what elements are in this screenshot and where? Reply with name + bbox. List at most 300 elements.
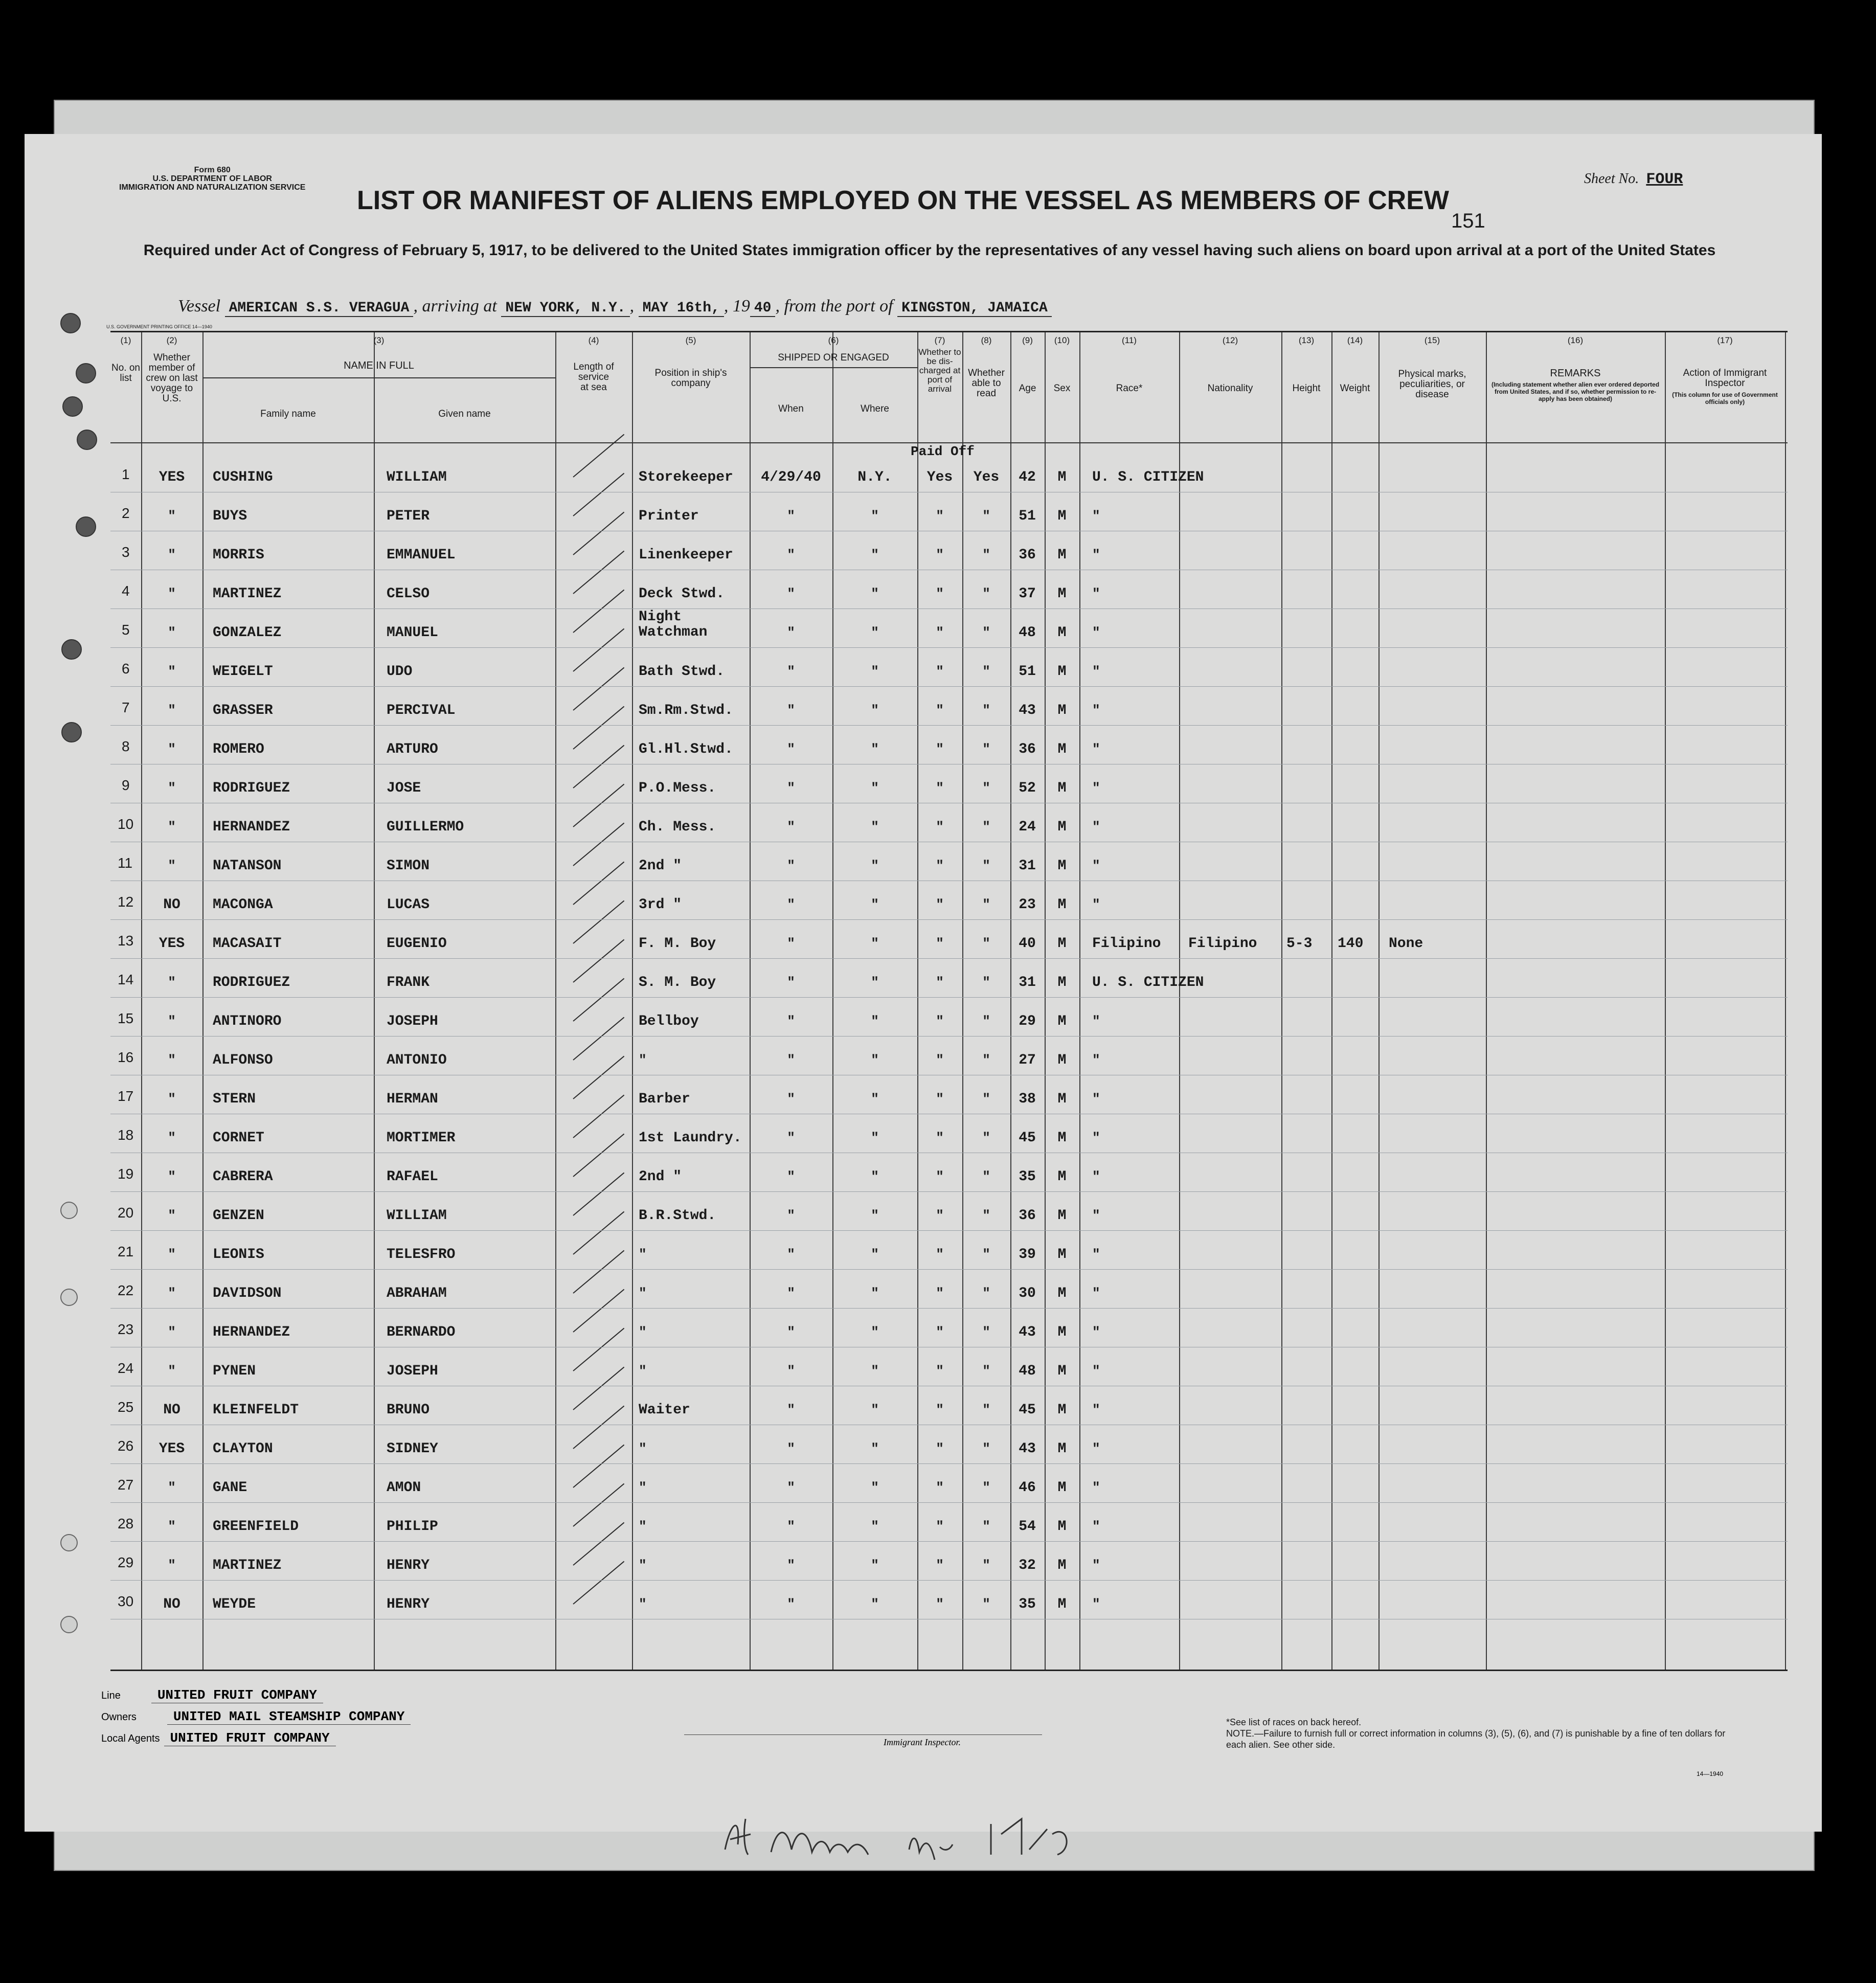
cell-read: " xyxy=(982,1286,990,1301)
cell-read: " xyxy=(982,741,990,757)
cell-position: B.R.Stwd. xyxy=(639,1208,716,1224)
row-number: 12 xyxy=(118,894,134,910)
cell-race: " xyxy=(1092,1052,1100,1068)
cell-when: " xyxy=(787,936,795,951)
cell-race: " xyxy=(1092,1324,1100,1340)
cell-age: 37 xyxy=(1019,586,1036,602)
service-check-mark xyxy=(573,900,624,944)
cell-race: " xyxy=(1092,741,1100,757)
cell-given: FRANK xyxy=(387,975,430,990)
cell-when: " xyxy=(787,1130,795,1145)
cell-sex: M xyxy=(1057,780,1067,796)
cell-crew: " xyxy=(168,1286,176,1301)
cell-when: " xyxy=(787,1441,795,1456)
service-check-mark xyxy=(573,978,624,1022)
line-row xyxy=(101,1687,323,1703)
cell-crew: " xyxy=(168,1052,176,1068)
cell-discharged: " xyxy=(936,1402,944,1417)
cell-read: " xyxy=(982,1324,990,1340)
col16-label: REMARKS xyxy=(1550,368,1601,379)
cell-race: " xyxy=(1092,625,1100,640)
cell-position: P.O.Mess. xyxy=(639,780,716,796)
binder-ring xyxy=(60,1289,78,1306)
cell-read: " xyxy=(982,1013,990,1029)
cell-sex: M xyxy=(1057,1480,1067,1496)
cell-crew: " xyxy=(168,664,176,679)
service-check-mark xyxy=(573,745,624,788)
service-check-mark xyxy=(573,667,624,711)
row-number: 25 xyxy=(118,1399,134,1415)
sheet-label: Sheet No. xyxy=(1584,171,1639,187)
cell-sex: M xyxy=(1057,1286,1067,1301)
service-check-mark xyxy=(573,551,624,594)
cell-given: WILLIAM xyxy=(387,1208,447,1224)
cell-family: MARTINEZ xyxy=(213,1558,282,1573)
cell-age: 27 xyxy=(1019,1052,1036,1068)
cell-read: " xyxy=(982,1402,990,1417)
cell-discharged: " xyxy=(936,741,944,757)
row-number: 21 xyxy=(118,1244,134,1259)
cell-age: 46 xyxy=(1019,1480,1036,1496)
cell-when: " xyxy=(787,664,795,679)
col17-note: (This column for use of Government officials only) xyxy=(1672,391,1778,405)
cell-race: " xyxy=(1092,1169,1100,1184)
cell-read: " xyxy=(982,1596,990,1612)
cell-where: " xyxy=(871,664,879,679)
cell-position: " xyxy=(639,1480,647,1495)
cell-when: " xyxy=(787,741,795,757)
cell-given: ARTURO xyxy=(387,741,438,757)
cell-when: " xyxy=(787,897,795,912)
cell-race: " xyxy=(1092,664,1100,679)
row-divider xyxy=(110,1580,1788,1581)
cell-weight: 140 xyxy=(1338,936,1364,952)
cell-age: 24 xyxy=(1019,819,1036,835)
cell-discharged: " xyxy=(936,1596,944,1612)
col8-label: Whether able to read xyxy=(968,368,1005,399)
cell-age: 48 xyxy=(1019,1363,1036,1379)
service-check-mark xyxy=(573,1328,624,1371)
paid-off-label: Paid Off xyxy=(911,444,975,459)
cell-when: " xyxy=(787,975,795,990)
cell-family: ROMERO xyxy=(213,741,264,757)
row-divider xyxy=(110,1230,1788,1231)
cell-position: Waiter xyxy=(639,1402,690,1418)
cell-position: Barber xyxy=(639,1091,690,1107)
inspector-line xyxy=(684,1734,1042,1735)
row-number: 23 xyxy=(118,1321,134,1337)
row-number: 29 xyxy=(118,1554,134,1570)
binder-ring xyxy=(60,1202,78,1219)
cell-family: BUYS xyxy=(213,508,247,524)
cell-position: " xyxy=(639,1558,647,1573)
cell-crew: " xyxy=(168,547,176,562)
col3-label: NAME IN FULL xyxy=(344,360,414,371)
cell-discharged: " xyxy=(936,1247,944,1262)
cell-position: F. M. Boy xyxy=(639,936,716,952)
cell-age: 30 xyxy=(1019,1286,1036,1301)
cell-position: " xyxy=(639,1324,647,1340)
cell-crew: NO xyxy=(163,897,180,913)
signature-scribble xyxy=(715,1804,1175,1870)
col6-label: SHIPPED OR ENGAGED xyxy=(778,352,889,363)
cell-family: GENZEN xyxy=(213,1208,264,1224)
cell-when: " xyxy=(787,1091,795,1107)
cell-read: " xyxy=(982,625,990,640)
cell-age: 43 xyxy=(1019,1324,1036,1340)
cell-sex: M xyxy=(1057,975,1067,990)
service-check-mark xyxy=(573,1017,624,1061)
service-check-mark xyxy=(573,1483,624,1527)
cell-where: " xyxy=(871,1286,879,1301)
arrival-year: 40 xyxy=(750,300,776,317)
punch-hole xyxy=(61,722,82,742)
row-divider xyxy=(110,1269,1788,1270)
cell-position: Night Watchman xyxy=(639,609,708,640)
cell-given: HENRY xyxy=(387,1558,430,1573)
vessel-name: AMERICAN S.S. VERAGUA xyxy=(225,300,414,317)
cell-position: Bath Stwd. xyxy=(639,664,725,680)
col11-num: (11) xyxy=(1122,335,1137,345)
service-check-mark xyxy=(573,628,624,672)
cell-sex: M xyxy=(1057,547,1067,563)
cell-given: CELSO xyxy=(387,586,430,602)
cell-read: " xyxy=(982,547,990,562)
cell-where: " xyxy=(871,1169,879,1184)
agents-label: Local Agents xyxy=(101,1733,160,1744)
row-divider xyxy=(110,958,1788,959)
cell-family: GONZALEZ xyxy=(213,625,282,641)
cell-discharged: " xyxy=(936,780,944,796)
cell-where: " xyxy=(871,897,879,912)
vessel-label: Vessel xyxy=(178,297,221,316)
col17-label: Action of Immigrant Inspector xyxy=(1683,368,1767,389)
row-number: 1 xyxy=(122,466,130,482)
cell-family: RODRIGUEZ xyxy=(213,780,290,796)
cell-position: " xyxy=(639,1596,647,1612)
col4-label: Length of service at sea xyxy=(573,362,614,393)
row-number: 20 xyxy=(118,1205,134,1221)
cell-where: " xyxy=(871,625,879,640)
col10-label: Sex xyxy=(1053,383,1071,394)
service-check-mark xyxy=(573,1561,624,1605)
cell-sex: M xyxy=(1057,1324,1067,1340)
cell-read: " xyxy=(982,858,990,873)
cell-family: RODRIGUEZ xyxy=(213,975,290,990)
cell-sex: M xyxy=(1057,936,1067,952)
cell-where: N.Y. xyxy=(857,469,892,485)
cell-race: " xyxy=(1092,508,1100,524)
cell-when: " xyxy=(787,1363,795,1379)
cell-family: ANTINORO xyxy=(213,1013,282,1029)
cell-where: " xyxy=(871,858,879,873)
cell-given: SIDNEY xyxy=(387,1441,438,1457)
year-prefix: 19 xyxy=(732,297,750,316)
cell-family: MARTINEZ xyxy=(213,586,282,602)
binder-ring xyxy=(60,1534,78,1551)
cell-where: " xyxy=(871,1324,879,1340)
col1-num: (1) xyxy=(120,335,131,345)
row-divider xyxy=(110,919,1788,920)
cell-race: " xyxy=(1092,780,1100,796)
cell-family: GRASSER xyxy=(213,703,273,718)
cell-age: 48 xyxy=(1019,625,1036,641)
cell-sex: M xyxy=(1057,1247,1067,1263)
cell-where: " xyxy=(871,1208,879,1223)
cell-where: " xyxy=(871,1402,879,1417)
col14-num: (14) xyxy=(1347,335,1363,345)
cell-given: ABRAHAM xyxy=(387,1286,447,1301)
cell-family: GREENFIELD xyxy=(213,1519,299,1535)
cell-given: TELESFRO xyxy=(387,1247,456,1263)
cell-position: Deck Stwd. xyxy=(639,586,725,602)
service-check-mark xyxy=(573,1445,624,1488)
cell-given: WILLIAM xyxy=(387,469,447,485)
cell-family: WEYDE xyxy=(213,1596,256,1612)
cell-when: " xyxy=(787,703,795,718)
cell-discharged: " xyxy=(936,1208,944,1223)
cell-family: WEIGELT xyxy=(213,664,273,680)
from-label: from the port of xyxy=(784,297,893,316)
col7-num: (7) xyxy=(934,335,945,345)
cell-crew: YES xyxy=(159,936,185,952)
departure-port: KINGSTON, JAMAICA xyxy=(897,300,1052,317)
manifest-sheet xyxy=(25,134,1822,1832)
cell-family: HERNANDEZ xyxy=(213,819,290,835)
cell-family: ALFONSO xyxy=(213,1052,273,1068)
arriving-port: NEW YORK, N.Y. xyxy=(501,300,629,317)
col2-label: Whether member of crew on last voyage to U.S. xyxy=(146,352,198,404)
cell-given: PERCIVAL xyxy=(387,703,456,718)
service-check-mark xyxy=(573,1095,624,1138)
cell-where: " xyxy=(871,1013,879,1029)
cell-read: " xyxy=(982,1441,990,1456)
cell-position: Printer xyxy=(639,508,699,524)
col14-label: Weight xyxy=(1340,383,1370,394)
cell-age: 42 xyxy=(1019,469,1036,485)
cell-read: " xyxy=(982,1558,990,1573)
cell-read: " xyxy=(982,975,990,990)
row-number: 6 xyxy=(122,661,130,677)
col2-num: (2) xyxy=(166,335,177,345)
cell-when: " xyxy=(787,1286,795,1301)
cell-position: 2nd " xyxy=(639,1169,682,1185)
cell-discharged: " xyxy=(936,858,944,873)
row-number: 10 xyxy=(118,816,134,832)
cell-crew: " xyxy=(168,975,176,990)
cell-given: PHILIP xyxy=(387,1519,438,1535)
cell-race: " xyxy=(1092,1130,1100,1145)
gpo-imprint: U.S. GOVERNMENT PRINTING OFFICE 14—1940 xyxy=(106,324,212,329)
cell-sex: M xyxy=(1057,1052,1067,1068)
cell-read: " xyxy=(982,1247,990,1262)
row-number: 27 xyxy=(118,1477,134,1493)
cell-family: STERN xyxy=(213,1091,256,1107)
cell-discharged: " xyxy=(936,936,944,951)
cell-when: " xyxy=(787,1247,795,1262)
row-number: 3 xyxy=(122,544,130,560)
cell-age: 45 xyxy=(1019,1130,1036,1146)
cell-where: " xyxy=(871,1519,879,1534)
cell-given: MANUEL xyxy=(387,625,438,641)
cell-family: GANE xyxy=(213,1480,247,1496)
cell-crew: " xyxy=(168,1247,176,1262)
col7-label: Whether to be dis-charged at port of arrival xyxy=(918,347,961,394)
cell-where: " xyxy=(871,936,879,951)
cell-sex: M xyxy=(1057,1169,1067,1185)
row-number: 28 xyxy=(118,1516,134,1531)
cell-when: " xyxy=(787,586,795,601)
cell-race: " xyxy=(1092,586,1100,601)
cell-given: RAFAEL xyxy=(387,1169,438,1185)
cell-crew: " xyxy=(168,586,176,601)
cell-sex: M xyxy=(1057,1013,1067,1029)
cell-where: " xyxy=(871,975,879,990)
cell-crew: NO xyxy=(163,1596,180,1612)
row-divider xyxy=(110,997,1788,998)
cell-sex: M xyxy=(1057,741,1067,757)
col12-num: (12) xyxy=(1222,335,1238,345)
form-number: Form 680 xyxy=(194,166,231,174)
cell-given: ANTONIO xyxy=(387,1052,447,1068)
cell-where: " xyxy=(871,508,879,524)
cell-position: Linenkeeper xyxy=(639,547,733,563)
row-number: 11 xyxy=(118,855,133,871)
row-number: 24 xyxy=(118,1360,134,1376)
cell-given: AMON xyxy=(387,1480,421,1496)
cell-discharged: " xyxy=(936,625,944,640)
row-divider xyxy=(110,1463,1788,1464)
cell-given: MORTIMER xyxy=(387,1130,456,1146)
row-divider xyxy=(110,647,1788,648)
cell-discharged: " xyxy=(936,1286,944,1301)
cell-crew: YES xyxy=(159,469,185,485)
service-check-mark xyxy=(573,590,624,633)
col13-num: (13) xyxy=(1298,335,1315,345)
cell-age: 35 xyxy=(1019,1596,1036,1612)
service-check-mark xyxy=(573,1406,624,1449)
cell-given: BRUNO xyxy=(387,1402,430,1418)
cell-crew: " xyxy=(168,780,176,796)
cell-sex: M xyxy=(1057,586,1067,602)
service-check-mark xyxy=(573,1367,624,1410)
cell-when: 4/29/40 xyxy=(761,469,821,485)
cell-sex: M xyxy=(1057,1441,1067,1457)
cell-sex: M xyxy=(1057,625,1067,641)
row-number: 5 xyxy=(122,622,130,638)
cell-age: 39 xyxy=(1019,1247,1036,1263)
cell-discharged: " xyxy=(936,703,944,718)
cell-crew: " xyxy=(168,703,176,718)
service-check-mark xyxy=(573,1173,624,1216)
row-number: 9 xyxy=(122,777,130,793)
service-check-mark xyxy=(573,1250,624,1294)
cell-family: NATANSON xyxy=(213,858,282,874)
cell-when: " xyxy=(787,858,795,873)
cell-given: HERMAN xyxy=(387,1091,438,1107)
cell-when: " xyxy=(787,1402,795,1417)
service-check-mark xyxy=(573,823,624,866)
row-number: 26 xyxy=(118,1438,134,1454)
service: IMMIGRATION AND NATURALIZATION SERVICE xyxy=(119,183,306,192)
cell-discharged: " xyxy=(936,975,944,990)
cell-crew: YES xyxy=(159,1441,185,1457)
cell-race: " xyxy=(1092,1208,1100,1223)
cell-race: " xyxy=(1092,819,1100,835)
col12-label: Nationality xyxy=(1207,383,1253,394)
cell-read: " xyxy=(982,703,990,718)
punch-hole xyxy=(76,516,96,537)
owners-label: Owners xyxy=(101,1711,137,1723)
cell-discharged: Yes xyxy=(926,469,953,485)
line-label: Line xyxy=(101,1690,121,1701)
row-number: 30 xyxy=(118,1593,134,1609)
cell-race: " xyxy=(1092,1091,1100,1107)
col13-label: Height xyxy=(1292,383,1321,394)
cell-age: 43 xyxy=(1019,1441,1036,1457)
cell-family: MORRIS xyxy=(213,547,264,563)
cell-when: " xyxy=(787,780,795,796)
cell-discharged: " xyxy=(936,1169,944,1184)
service-check-mark xyxy=(573,706,624,750)
cell-where: " xyxy=(871,1363,879,1379)
cell-age: 36 xyxy=(1019,547,1036,563)
cell-family: HERNANDEZ xyxy=(213,1324,290,1340)
sheet-number xyxy=(1584,171,1683,188)
cell-family: DAVIDSON xyxy=(213,1286,282,1301)
arriving-label: arriving at xyxy=(422,297,497,316)
agents-row xyxy=(101,1730,336,1746)
cell-age: 23 xyxy=(1019,897,1036,913)
col6-when: When xyxy=(778,403,804,414)
cell-sex: M xyxy=(1057,703,1067,718)
cell-given: LUCAS xyxy=(387,897,430,913)
col9-label: Age xyxy=(1019,383,1036,394)
cell-when: " xyxy=(787,1208,795,1223)
service-check-mark xyxy=(573,1134,624,1177)
cell-position: 2nd " xyxy=(639,858,682,874)
cell-where: " xyxy=(871,1091,879,1107)
cell-race: " xyxy=(1092,1286,1100,1301)
cell-race: U. S. CITIZEN xyxy=(1092,469,1204,485)
row-divider xyxy=(110,686,1788,687)
cell-position: 3rd " xyxy=(639,897,682,913)
cell-family: LEONIS xyxy=(213,1247,264,1263)
cell-position: " xyxy=(639,1519,647,1534)
cell-where: " xyxy=(871,1130,879,1145)
cell-sex: M xyxy=(1057,897,1067,913)
cell-discharged: " xyxy=(936,1091,944,1107)
row-number: 15 xyxy=(118,1010,134,1026)
row-divider xyxy=(110,1502,1788,1503)
col6-num: (6) xyxy=(828,335,839,345)
cell-crew: " xyxy=(168,1363,176,1379)
punch-hole xyxy=(62,396,83,417)
arrival-date: MAY 16th, xyxy=(639,300,724,317)
races-note: *See list of races on back hereof. xyxy=(1226,1717,1362,1727)
cell-discharged: " xyxy=(936,819,944,835)
service-check-mark xyxy=(573,512,624,555)
cell-crew: NO xyxy=(163,1402,180,1418)
cell-position: Bellboy xyxy=(639,1013,699,1029)
owners-value: UNITED MAIL STEAMSHIP COMPANY xyxy=(167,1709,411,1725)
binder-ring xyxy=(60,1616,78,1633)
cell-read: " xyxy=(982,586,990,601)
line-value: UNITED FRUIT COMPANY xyxy=(151,1687,323,1703)
cell-age: 54 xyxy=(1019,1519,1036,1535)
cell-given: SIMON xyxy=(387,858,430,874)
col15-label: Physical marks, peculiarities, or disease xyxy=(1398,369,1466,400)
